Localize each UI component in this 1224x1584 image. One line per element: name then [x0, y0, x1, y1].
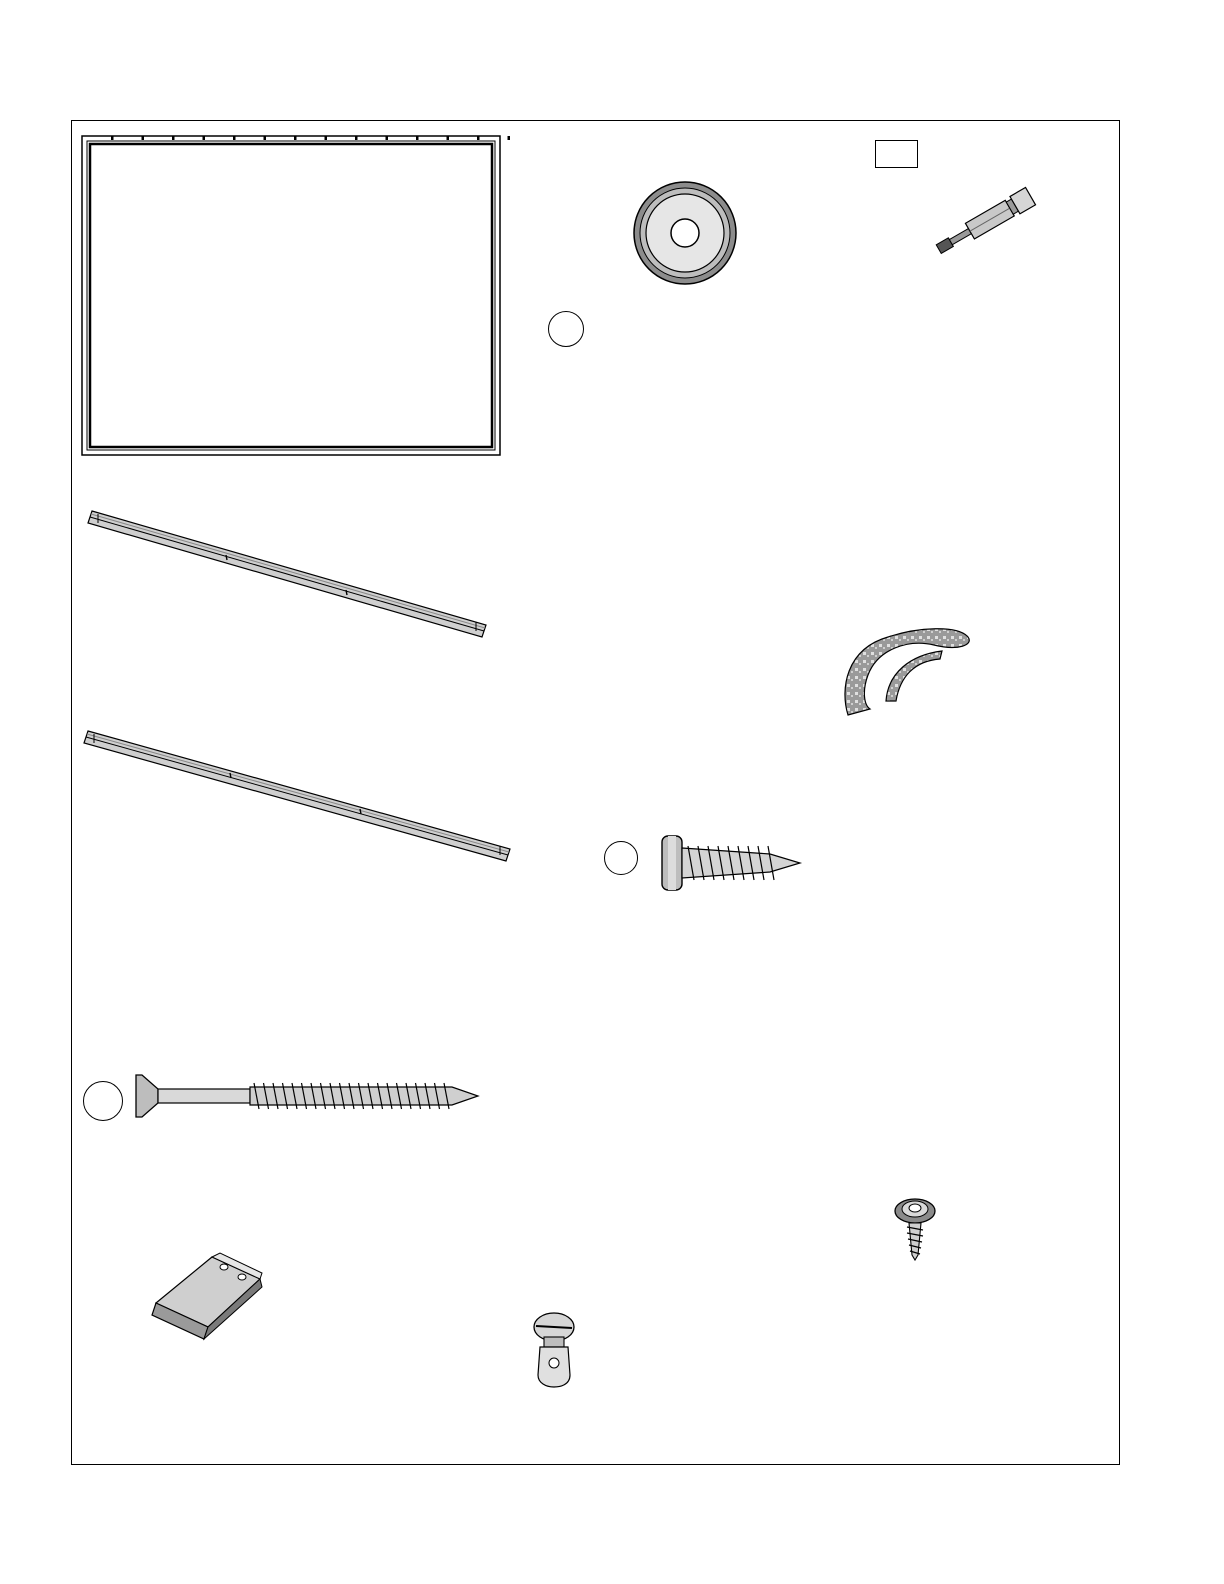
lag-screw-callout-circle [83, 1081, 123, 1121]
washer-callout-circle [548, 311, 584, 347]
rail-strip-upper-icon [88, 507, 490, 643]
rail-strip-lower-icon [82, 727, 514, 867]
driver-bit-callout-box [875, 140, 918, 168]
snap-stud-screw-icon [890, 1197, 940, 1261]
hex-driver-bit-icon [930, 186, 1042, 261]
turn-button-fastener-icon [530, 1311, 580, 1389]
pan-head-screw-callout-circle [604, 841, 638, 875]
washer-icon [632, 180, 738, 286]
pan-head-screw-icon [660, 832, 802, 894]
parts-sheet-frame [71, 120, 1120, 1465]
flat-head-lag-screw-icon [134, 1073, 480, 1119]
angle-bracket-icon [152, 1253, 264, 1343]
panel-frame-icon [81, 135, 503, 457]
foam-tape-strip-icon [838, 619, 976, 719]
